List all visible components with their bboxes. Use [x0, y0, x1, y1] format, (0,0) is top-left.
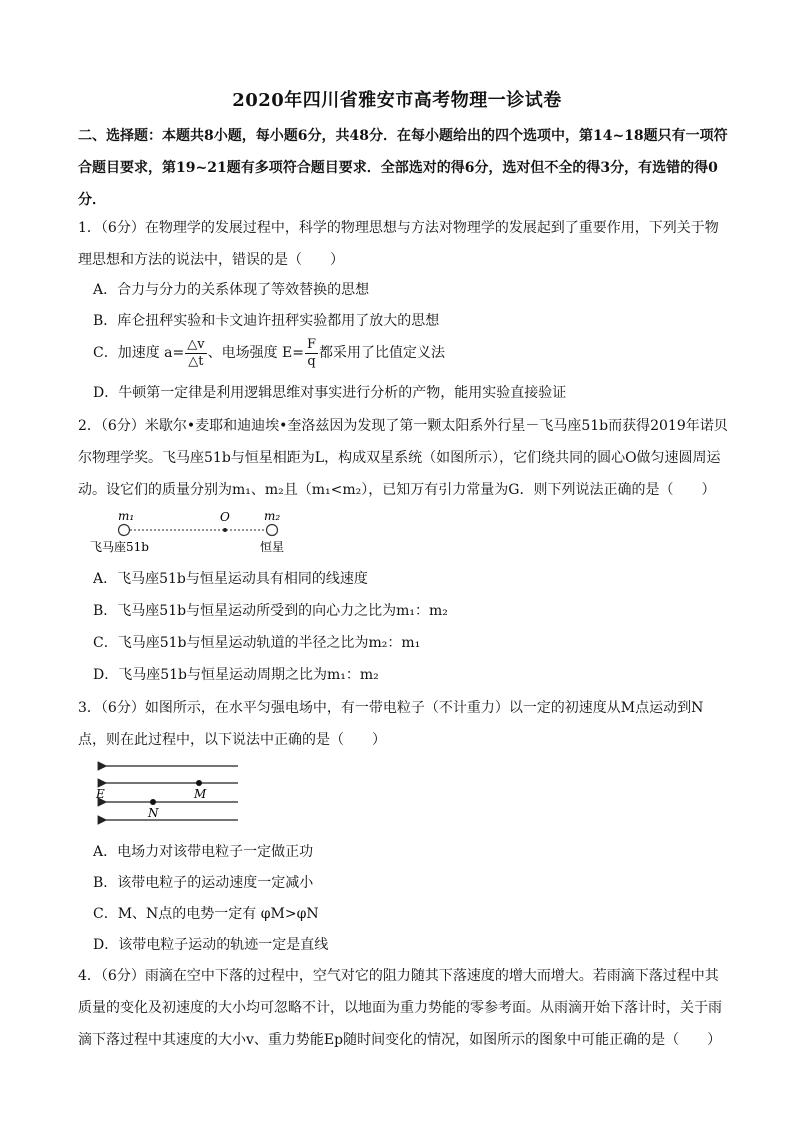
star-name-label: 恒星 — [260, 540, 285, 554]
center-o-dot — [223, 528, 227, 532]
question-2-option-b: B．飞马座51b与恒星运动所受到的向心力之比为m₁：m₂ — [93, 603, 448, 619]
planet-circle — [119, 525, 130, 536]
acceleration-fraction — [185, 337, 206, 370]
question-1-option-c — [93, 336, 445, 370]
o-label: O — [220, 510, 230, 524]
question-3-option-b: B．该带电粒子的运动速度一定减小 — [93, 875, 314, 891]
star-circle — [267, 525, 278, 536]
m2-label: m₂ — [264, 509, 281, 523]
section-heading: 二、选择题：本题共8小题，每小题6分，共48分．在每小题给出的四个选项中，第14~18题只有一项符合题目要求，第19~21题有多项符合题目要求．全部选对的得6分，选对但不全的得3分，有选错的得0分． — [78, 128, 728, 208]
question-2-stem: 2．（6分）米歇尔•麦耶和迪迪埃•奎洛兹因为发现了第一颗太阳系外行星－飞马座51b而获得2019年诺贝尔物理学奖。飞马座51b与恒星相距为L，构成双星系统（如图所示），它们绕共同的圆心O做匀速圆周运动。设它们的质量分别为m₁、m₂且（m₁<m₂），已知万有引力常量为G．则下列说法正确的是（ ） — [78, 418, 728, 498]
point-m — [196, 780, 202, 786]
e-label: E — [96, 787, 105, 801]
binary-star-figure — [88, 508, 298, 556]
point-n — [150, 799, 156, 805]
question-3-option-a: A．电场力对该带电粒子一定做正功 — [93, 844, 314, 860]
question-2-option-d: D．飞马座51b与恒星运动周期之比为m₁：m₂ — [93, 667, 379, 683]
fraction-denominator: △t — [188, 353, 204, 369]
question-2-option-a: A．飞马座51b与恒星运动具有相同的线速度 — [93, 571, 368, 587]
question-3-option-c: C．M、N点的电势一定有 φM>φN — [93, 906, 319, 922]
fraction-numerator: F — [307, 336, 317, 352]
planet-name-label: 飞马座51b — [90, 540, 149, 554]
question-1-stem: 1．（6分）在物理学的发展过程中，科学的物理思想与方法对物理学的发展起到了重要作用，下列关于物理思想和方法的说法中，错误的是（ ） — [78, 220, 719, 268]
question-1-option-a: A．合力与分力的关系体现了等效替换的思想 — [93, 282, 370, 298]
question-4-stem: 4．（6分）雨滴在空中下落的过程中，空气对它的阻力随其下落速度的增大而增大。若雨滴下落过程中其质量的变化及初速度的大小均可忽略不计，以地面为重力势能的零参考面。从雨滴开始下落计时，关于雨滴下落过程中其速度的大小v、重力势能Ep随时间变化的情况，如图所示的图象中可能正确的是（ ） — [78, 968, 722, 1048]
option-c-suffix: 都采用了比值定义法 — [319, 345, 446, 361]
question-1-option-b: B．库仑扭秤实验和卡文迪许扭秤实验都用了放大的思想 — [93, 313, 440, 329]
field-strength-fraction — [305, 337, 318, 370]
electric-field-figure — [92, 758, 242, 828]
question-3-stem: 3．（6分）如图所示，在水平匀强电场中，有一带电粒子（不计重力）以一定的初速度从M点运动到N点，则在此过程中，以下说法中正确的是（ ） — [78, 700, 704, 748]
m1-label: m₁ — [118, 509, 135, 523]
m-label: M — [194, 787, 207, 801]
question-3-option-d: D．该带电粒子运动的轨迹一定是直线 — [93, 937, 329, 953]
fraction-denominator: q — [307, 353, 316, 369]
question-2-option-c: C．飞马座51b与恒星运动轨道的半径之比为m₂：m₁ — [93, 635, 421, 651]
option-c-middle: 、电场强度 E= — [207, 345, 304, 361]
fraction-numerator: △v — [187, 336, 205, 352]
page-title: 2020年四川省雅安市高考物理一诊试卷 — [232, 90, 562, 111]
question-1-option-d: D．牛顿第一定律是利用逻辑思维对事实进行分析的产物，能用实验直接验证 — [93, 385, 567, 401]
option-c-prefix: C．加速度 a= — [93, 345, 185, 361]
n-label: N — [148, 806, 159, 820]
